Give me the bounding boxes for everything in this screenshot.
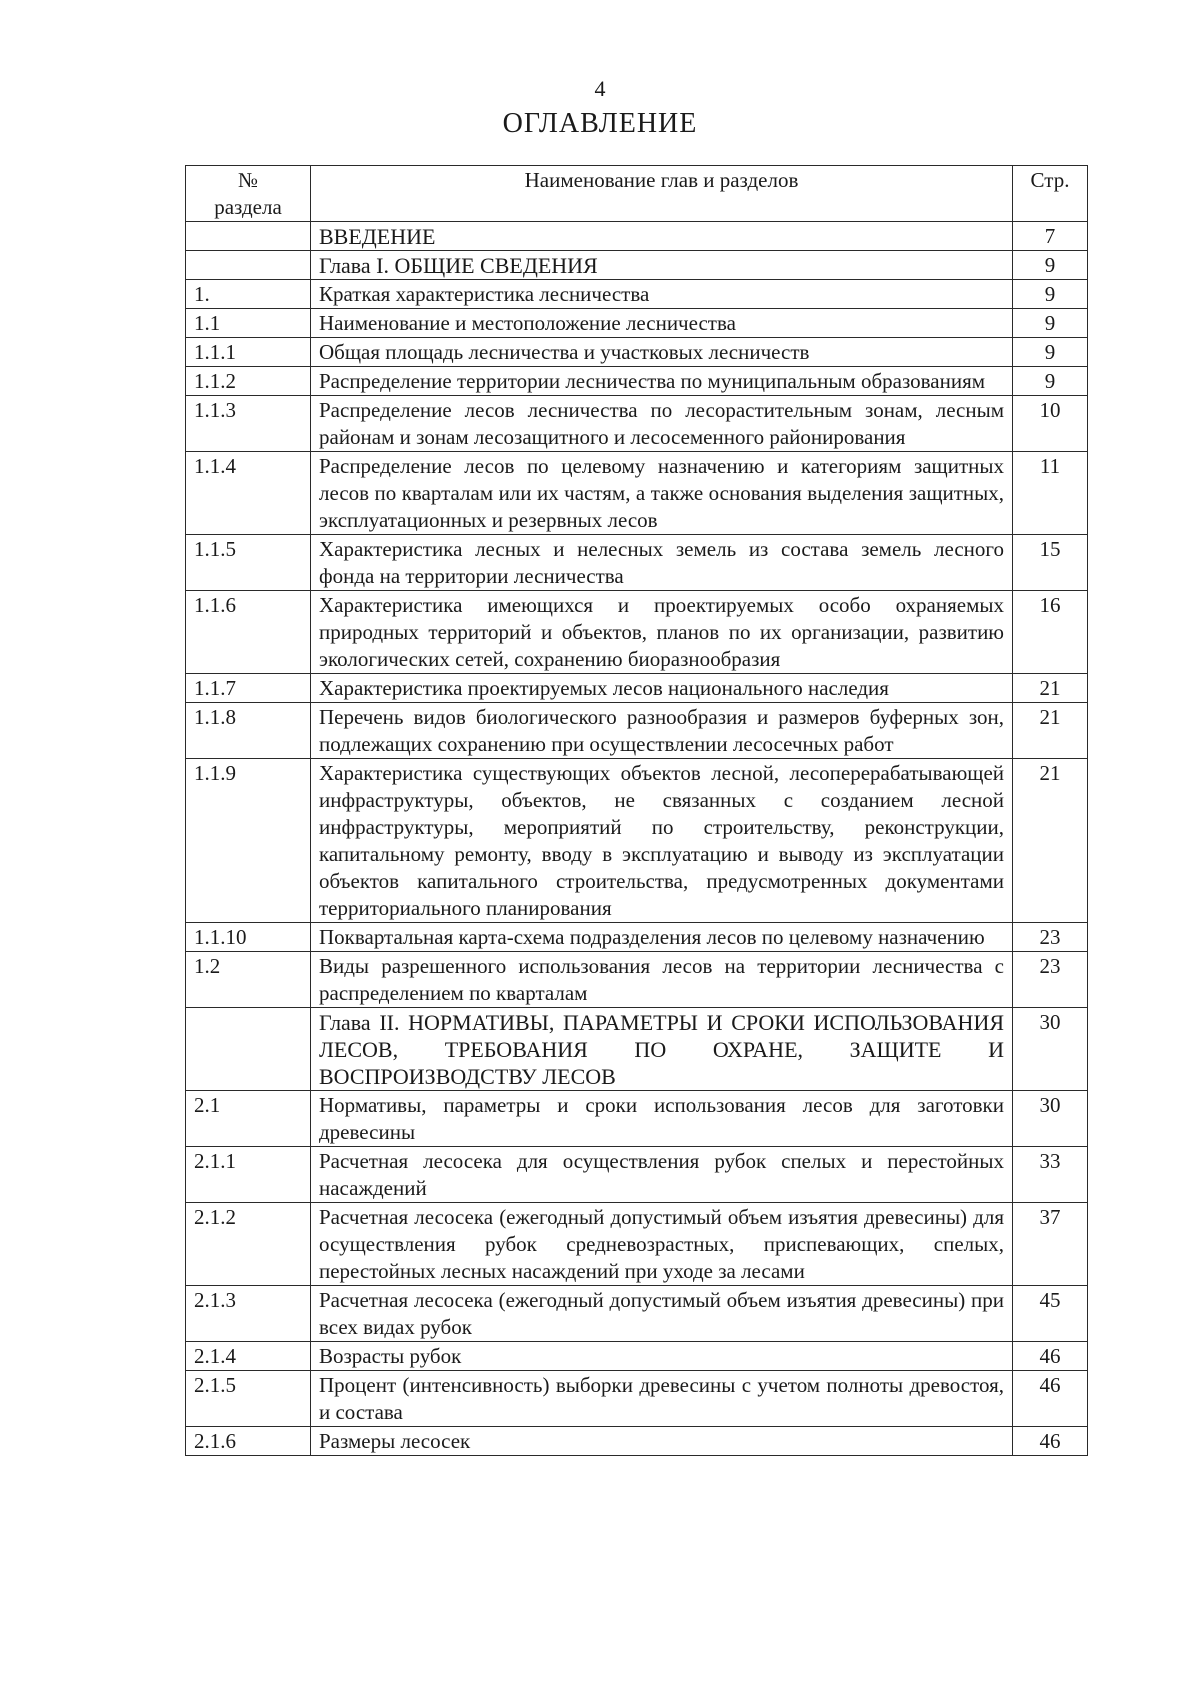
section-page: 46 <box>1013 1427 1088 1456</box>
section-number: 1.1.2 <box>186 367 311 396</box>
toc-row <box>186 703 1088 759</box>
section-number: 1.1.5 <box>186 535 311 591</box>
section-page: 9 <box>1013 251 1088 280</box>
section-title: Распределение лесов лесничества по лесорастительным зонам, лесным районам и зонам лесозащитного и лесосеменного районирования <box>311 396 1013 452</box>
section-number: 1. <box>186 280 311 309</box>
section-page: 23 <box>1013 923 1088 952</box>
section-title: Расчетная лесосека для осуществления рубок спелых и перестойных насаждений <box>311 1147 1013 1203</box>
header-title: Наименование глав и разделов <box>311 166 1013 222</box>
section-title: Поквартальная карта-схема подразделения лесов по целевому назначению <box>311 923 1013 952</box>
table-of-contents <box>185 165 1088 1456</box>
section-title: Глава I. ОБЩИЕ СВЕДЕНИЯ <box>311 251 1013 280</box>
section-page: 21 <box>1013 759 1088 923</box>
toc-row <box>186 1008 1088 1091</box>
section-number: 1.1.4 <box>186 452 311 535</box>
toc-row <box>186 952 1088 1008</box>
section-title: Характеристика существующих объектов лесной, лесоперерабатывающей инфраструктуры, объектов, не связанных с созданием лесной инфраструктуры, мероприятий по строительству, реконструкции, капитальному ремонту, вводу в эксплуатацию и выводу из эксплуатации объектов капитального строительства, предусмотренных документами территориального планирования <box>311 759 1013 923</box>
section-page: 46 <box>1013 1342 1088 1371</box>
toc-row <box>186 1091 1088 1147</box>
section-page: 9 <box>1013 280 1088 309</box>
section-page: 30 <box>1013 1091 1088 1147</box>
section-page: 9 <box>1013 338 1088 367</box>
section-page: 7 <box>1013 222 1088 251</box>
toc-row <box>186 338 1088 367</box>
table-body <box>186 222 1088 1456</box>
toc-row <box>186 674 1088 703</box>
section-number: 1.1 <box>186 309 311 338</box>
toc-row <box>186 759 1088 923</box>
section-page: 21 <box>1013 674 1088 703</box>
section-title: Краткая характеристика лесничества <box>311 280 1013 309</box>
section-page: 10 <box>1013 396 1088 452</box>
section-page: 33 <box>1013 1147 1088 1203</box>
section-number: 1.1.6 <box>186 591 311 674</box>
section-title: Распределение лесов по целевому назначению и категориям защитных лесов по кварталам или их частям, а также основания выделения защитных, эксплуатационных и резервных лесов <box>311 452 1013 535</box>
section-number: 2.1.6 <box>186 1427 311 1456</box>
section-title: Размеры лесосек <box>311 1427 1013 1456</box>
toc-row <box>186 222 1088 251</box>
section-page: 9 <box>1013 367 1088 396</box>
section-number: 2.1.1 <box>186 1147 311 1203</box>
section-number <box>186 251 311 280</box>
toc-row <box>186 251 1088 280</box>
section-number: 1.1.3 <box>186 396 311 452</box>
toc-row <box>186 1427 1088 1456</box>
section-title: Наименование и местоположение лесничества <box>311 309 1013 338</box>
section-page: 46 <box>1013 1371 1088 1427</box>
section-title: Характеристика лесных и нелесных земель из состава земель лесного фонда на территории лесничества <box>311 535 1013 591</box>
section-title: Возрасты рубок <box>311 1342 1013 1371</box>
section-number: 2.1.3 <box>186 1286 311 1342</box>
section-number: 2.1 <box>186 1091 311 1147</box>
section-number <box>186 222 311 251</box>
section-title: Перечень видов биологического разнообразия и размеров буферных зон, подлежащих сохранению при осуществлении лесосечных работ <box>311 703 1013 759</box>
section-number: 2.1.4 <box>186 1342 311 1371</box>
header-section-label: раздела <box>214 195 282 219</box>
header-number-sign: № <box>237 168 259 192</box>
toc-row <box>186 309 1088 338</box>
section-title: Общая площадь лесничества и участковых лесничеств <box>311 338 1013 367</box>
toc-row <box>186 367 1088 396</box>
section-title: Характеристика имеющихся и проектируемых особо охраняемых природных территорий и объектов, планов по их организации, развитию экологических сетей, сохранению биоразнообразия <box>311 591 1013 674</box>
header-section-number <box>186 166 311 222</box>
section-title: Расчетная лесосека (ежегодный допустимый объем изъятия древесины) при всех видах рубок <box>311 1286 1013 1342</box>
section-page: 16 <box>1013 591 1088 674</box>
toc-row <box>186 535 1088 591</box>
section-title: Характеристика проектируемых лесов национального наследия <box>311 674 1013 703</box>
section-page: 23 <box>1013 952 1088 1008</box>
section-number: 1.1.8 <box>186 703 311 759</box>
section-number: 1.1.1 <box>186 338 311 367</box>
toc-row <box>186 1286 1088 1342</box>
toc-row <box>186 923 1088 952</box>
section-page: 9 <box>1013 309 1088 338</box>
section-number: 2.1.5 <box>186 1371 311 1427</box>
section-title: Процент (интенсивность) выборки древесины с учетом полноты древостоя, и состава <box>311 1371 1013 1427</box>
section-number: 1.1.7 <box>186 674 311 703</box>
section-page: 21 <box>1013 703 1088 759</box>
section-title: Нормативы, параметры и сроки использования лесов для заготовки древесины <box>311 1091 1013 1147</box>
section-page: 30 <box>1013 1008 1088 1091</box>
section-title: Глава II. НОРМАТИВЫ, ПАРАМЕТРЫ И СРОКИ ИСПОЛЬЗОВАНИЯ ЛЕСОВ, ТРЕБОВАНИЯ ПО ОХРАНЕ, ЗАЩИТЕ И ВОСПРОИЗВОДСТВУ ЛЕСОВ <box>311 1008 1013 1091</box>
header-page: Стр. <box>1013 166 1088 222</box>
toc-row <box>186 591 1088 674</box>
section-title: ВВЕДЕНИЕ <box>311 222 1013 251</box>
toc-row <box>186 1203 1088 1286</box>
section-title: Расчетная лесосека (ежегодный допустимый объем изъятия древесины) для осуществления рубок средневозрастных, приспевающих, спелых, перестойных лесных насаждений при уходе за лесами <box>311 1203 1013 1286</box>
toc-row <box>186 280 1088 309</box>
toc-row <box>186 396 1088 452</box>
section-number: 1.2 <box>186 952 311 1008</box>
toc-row <box>186 1342 1088 1371</box>
toc-row <box>186 452 1088 535</box>
section-number: 2.1.2 <box>186 1203 311 1286</box>
section-title: Виды разрешенного использования лесов на территории лесничества с распределением по кварталам <box>311 952 1013 1008</box>
section-page: 37 <box>1013 1203 1088 1286</box>
section-number: 1.1.9 <box>186 759 311 923</box>
table-header-row <box>186 166 1088 222</box>
section-number: 1.1.10 <box>186 923 311 952</box>
section-page: 45 <box>1013 1286 1088 1342</box>
section-title: Распределение территории лесничества по муниципальным образованиям <box>311 367 1013 396</box>
toc-row <box>186 1371 1088 1427</box>
page-title: ОГЛАВЛЕНИЕ <box>502 108 698 139</box>
toc-row <box>186 1147 1088 1203</box>
page-number: 4 <box>594 76 606 101</box>
section-page: 11 <box>1013 452 1088 535</box>
section-number <box>186 1008 311 1091</box>
section-page: 15 <box>1013 535 1088 591</box>
